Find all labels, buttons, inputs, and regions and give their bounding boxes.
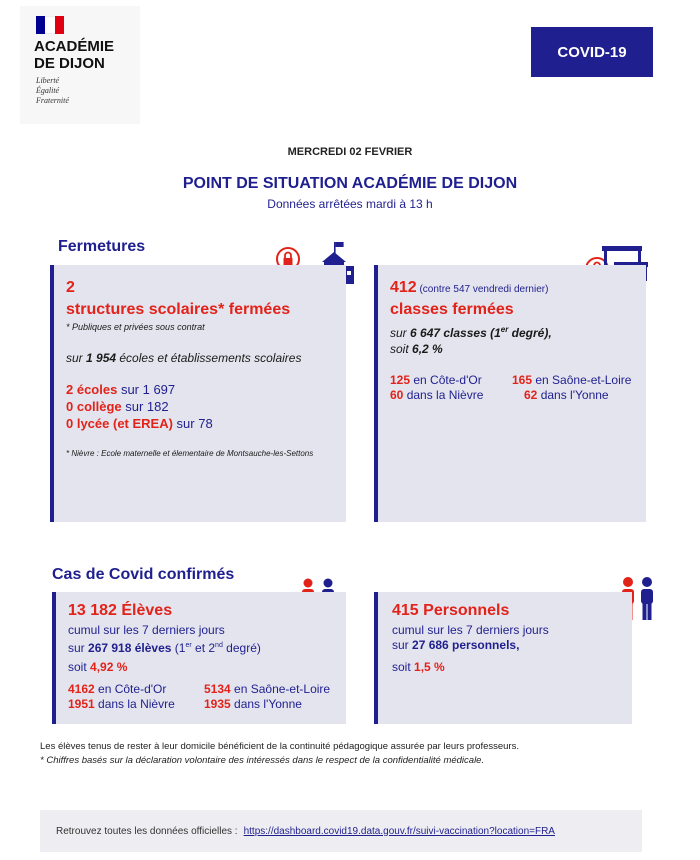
logo-org-name: ACADÉMIE DE DIJON — [34, 38, 115, 72]
eleves-rate: soit 4,92 % — [68, 660, 128, 674]
eleves-dept-left: 4162 en Côte-d'Or 1951 dans la Nièvre — [68, 682, 175, 711]
section-title-cas-covid: Cas de Covid confirmés — [52, 566, 235, 583]
eleves-dept-right: 5134 en Saône-et-Loire 1935 dans l'Yonne — [204, 682, 331, 711]
classes-dept-right: 165 en Saône-et-Loire 62 dans l'Yonne — [512, 373, 632, 402]
report-date: MERCREDI 02 FEVRIER — [287, 146, 413, 158]
french-flag-icon — [36, 16, 64, 34]
page-title: POINT DE SITUATION ACADÉMIE DE DIJON — [182, 175, 518, 192]
eleves-detail: cumul sur les 7 derniers jours sur 267 918 élèves (1er et 2nd degré) — [68, 623, 261, 655]
classes-count: 412 (contre 547 vendredi dernier) — [390, 279, 549, 296]
card-cas-personnels — [374, 592, 632, 724]
classes-dept-left: 125 en Côte-d'Or 60 dans la Nièvre — [390, 373, 484, 402]
section-title-fermetures: Fermetures — [58, 238, 146, 255]
card-classes-fermees — [374, 265, 646, 522]
structures-footnote: * Nièvre : Ecole maternelle et élementaire de Montsauche-les-Settons — [66, 449, 314, 458]
official-data-link-bar — [40, 810, 642, 852]
card-structures-fermees — [50, 265, 346, 522]
structures-breakdown — [66, 381, 213, 432]
personnels-rate: soit 1,5 % — [392, 660, 445, 674]
logo-motto: Liberté Égalité Fraternité — [36, 76, 69, 105]
academie-logo — [20, 6, 140, 124]
structures-count: 2 — [66, 279, 75, 296]
classes-headline: classes fermées — [390, 301, 514, 318]
list-item: 0 collège sur 182 — [66, 399, 169, 414]
structures-headline: structures scolaires* fermées — [66, 301, 291, 318]
footnotes: Les élèves tenus de rester à leur domicile bénéficient de la continuité pédagogique assurée par leurs professeurs. * Chiffres basés sur la déclaration volontaire des intéressés dans le respect de la confidentialité médicale. — [40, 741, 519, 766]
classes-total: sur 6 647 classes (1er degré), soit 6,2 % — [390, 325, 552, 356]
page-subtitle: Données arrêtées mardi à 13 h — [267, 197, 433, 211]
list-item: 2 écoles sur 1 697 — [66, 382, 176, 397]
card-cas-eleves — [52, 592, 346, 724]
personnels-detail: cumul sur les 7 derniers jours sur 27 686 personnels, — [392, 623, 549, 652]
structures-total: sur 1 954 écoles et établissements scolaires — [66, 351, 302, 365]
eleves-headline: 13 182 Élèves — [68, 602, 173, 619]
list-item: 0 lycée (et EREA) sur 78 — [66, 416, 213, 431]
personnels-headline: 415 Personnels — [392, 602, 510, 619]
dashboard-link[interactable]: https://dashboard.covid19.data.gouv.fr/suivi-vaccination?location=FRA — [243, 825, 555, 837]
covid-badge: COVID-19 — [531, 27, 653, 77]
link-label: Retrouvez toutes les données officielles : — [56, 825, 238, 837]
structures-note: * Publiques et privées sous contrat — [66, 322, 205, 332]
